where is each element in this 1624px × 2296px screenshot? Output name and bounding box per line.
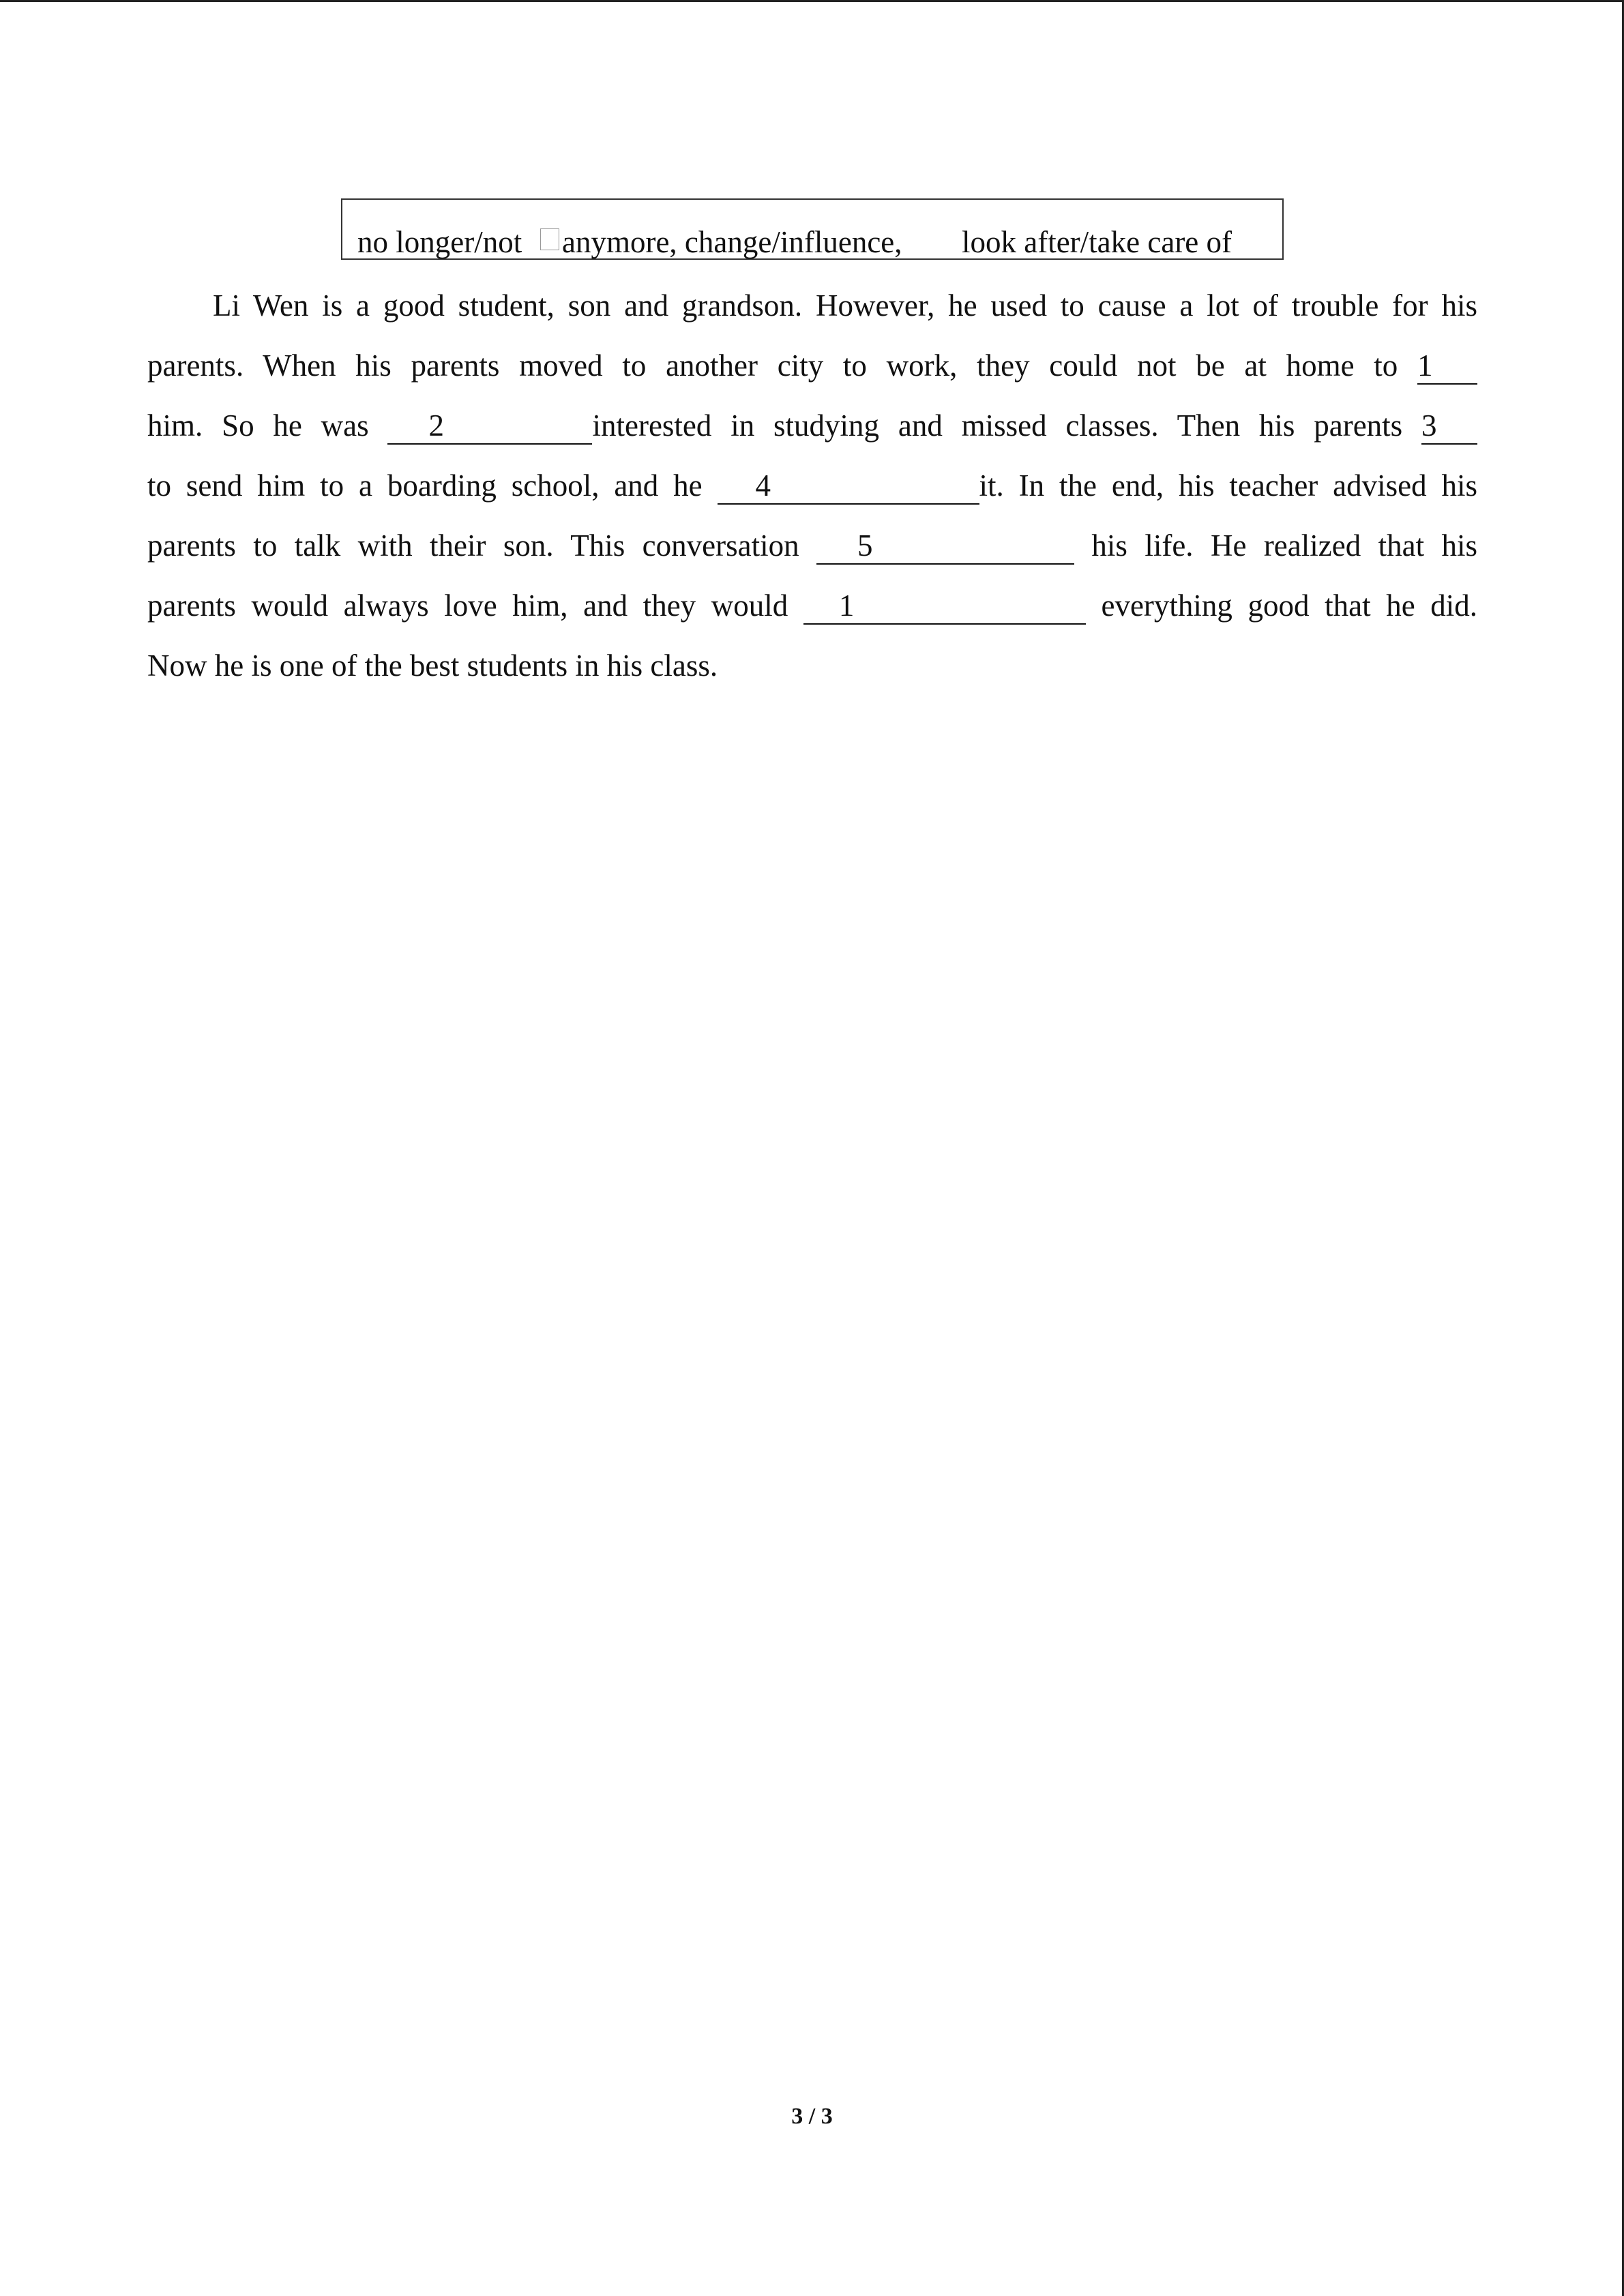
passage-text: Li Wen is a good student, son and grandson. However, he used to cause a lot of trouble for his [213,288,1477,323]
answer-blank[interactable] [718,468,979,505]
answer-blank[interactable] [816,528,1074,565]
passage-text: parents would always love him, and they would [147,588,788,623]
page-number: 3 / 3 [791,2104,833,2129]
passage-text: parents. When his parents moved to another city to work, they could not be at home to [147,348,1398,383]
blank-number: 5 [857,528,873,563]
passage-line [147,396,1477,456]
passage-text: to send him to a boarding school, and he [147,468,703,503]
missing-glyph-box-icon [540,228,559,250]
passage-text: him. So he was [147,408,369,443]
passage-line [147,275,1477,336]
passage-text: it. In the end, his teacher advised his [979,468,1478,503]
passage-line [147,456,1477,516]
answer-blank[interactable] [1417,348,1477,385]
word-bank-phrase: anymore, change/influence, [562,225,902,259]
cloze-passage [147,275,1477,696]
passage-text: Now he is one of the best students in his class. [147,648,718,683]
blank-number: 1 [1417,348,1433,383]
blank-number: 1 [838,588,855,623]
passage-line [147,576,1477,636]
blank-number: 4 [755,468,771,503]
passage-text: his life. He realized that his [1091,528,1477,563]
word-bank-phrase: no longer/not [357,225,522,259]
passage-line [147,636,1477,696]
answer-blank[interactable] [1421,408,1477,445]
word-bank-box [341,198,1284,260]
passage-text: everything good that he did. [1101,588,1478,623]
passage-text: interested in studying and missed classes. Then his parents [592,408,1403,443]
blank-number: 3 [1421,408,1437,443]
passage-text: parents to talk with their son. This conversation [147,528,799,563]
answer-blank[interactable] [803,588,1086,625]
answer-blank[interactable] [387,408,592,445]
blank-number: 2 [428,408,444,443]
passage-line [147,516,1477,576]
passage-line [147,336,1477,396]
word-bank-phrase: look after/take care of [962,225,1232,259]
